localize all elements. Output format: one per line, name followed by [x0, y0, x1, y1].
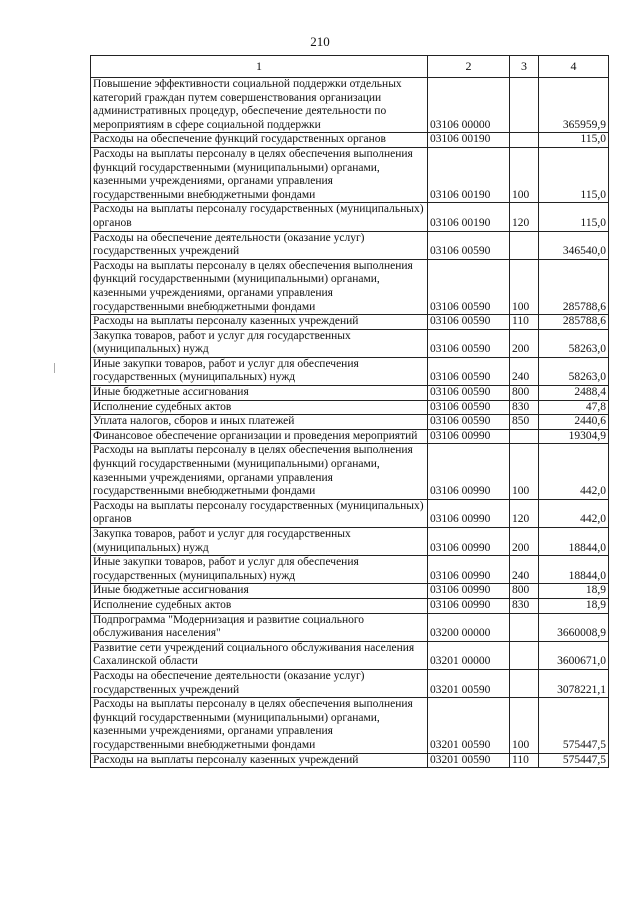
- row-name: Расходы на выплаты персоналу в целях обеспечения выполнения функций государственными (муниципальными) органами, казенными учреждениями, органами управления государственными внебюджетными фондами: [91, 698, 428, 753]
- row-code: 03106 00590: [428, 386, 510, 401]
- row-amount: 115,0: [539, 133, 609, 148]
- row-name: Повышение эффективности социальной поддержки отдельных категорий граждан путем совершенствования организации административных процедур, обеспечение деятельности по мероприятиям в сфере социальной поддержки: [91, 78, 428, 133]
- table-body: [91, 78, 609, 768]
- row-name: Уплата налогов, сборов и иных платежей: [91, 415, 428, 430]
- row-type: 240: [510, 357, 539, 385]
- row-code: 03201 00000: [428, 641, 510, 669]
- row-type: 100: [510, 147, 539, 202]
- table-row: [91, 584, 609, 599]
- row-type: [510, 641, 539, 669]
- row-amount: 18844,0: [539, 556, 609, 584]
- row-name: Расходы на обеспечение функций государственных органов: [91, 133, 428, 148]
- table-row: [91, 613, 609, 641]
- table-row: [91, 231, 609, 259]
- row-code: 03106 00990: [428, 528, 510, 556]
- row-amount: 285788,6: [539, 259, 609, 314]
- row-code: 03201 00590: [428, 753, 510, 768]
- column-header-1: 1: [91, 56, 428, 78]
- row-name: Расходы на выплаты персоналу государственных (муниципальных) органов: [91, 499, 428, 527]
- row-name: Расходы на выплаты персоналу в целях обеспечения выполнения функций государственными (муниципальными) органами, казенными учреждениями, органами управления государственными внебюджетными фондами: [91, 444, 428, 499]
- row-code: 03106 00990: [428, 556, 510, 584]
- page-number: 210: [310, 34, 330, 49]
- row-amount: 365959,9: [539, 78, 609, 133]
- row-name: Финансовое обеспечение организации и проведения мероприятий: [91, 429, 428, 444]
- table-row: [91, 133, 609, 148]
- table-row: [91, 528, 609, 556]
- row-code: 03106 00990: [428, 584, 510, 599]
- row-amount: 115,0: [539, 147, 609, 202]
- row-code: 03106 00190: [428, 147, 510, 202]
- row-name: Расходы на выплаты персоналу в целях обеспечения выполнения функций государственными (муниципальными) органами, казенными учреждениями, органами управления государственными внебюджетными фондами: [91, 259, 428, 314]
- table-row: [91, 641, 609, 669]
- row-name: Иные бюджетные ассигнования: [91, 386, 428, 401]
- row-code: 03106 00590: [428, 231, 510, 259]
- column-header-4: 4: [539, 56, 609, 78]
- row-type: [510, 613, 539, 641]
- row-name: Исполнение судебных актов: [91, 400, 428, 415]
- row-type: 240: [510, 556, 539, 584]
- table-row: [91, 698, 609, 753]
- table-row: [91, 753, 609, 768]
- row-name: Иные закупки товаров, работ и услуг для обеспечения государственных (муниципальных) нужд: [91, 357, 428, 385]
- table-row: [91, 203, 609, 231]
- row-type: [510, 429, 539, 444]
- table-row: [91, 415, 609, 430]
- row-name: Исполнение судебных актов: [91, 598, 428, 613]
- row-code: 03106 00590: [428, 415, 510, 430]
- table-row: [91, 315, 609, 330]
- row-code: 03106 00990: [428, 444, 510, 499]
- row-type: [510, 669, 539, 697]
- row-amount: 442,0: [539, 499, 609, 527]
- row-code: 03106 00000: [428, 78, 510, 133]
- row-amount: 3600671,0: [539, 641, 609, 669]
- scan-mark: [54, 363, 55, 373]
- row-name: Подпрограмма "Модернизация и развитие социального обслуживания населения": [91, 613, 428, 641]
- row-type: 850: [510, 415, 539, 430]
- row-name: Расходы на выплаты персоналу казенных учреждений: [91, 315, 428, 330]
- row-code: 03106 00590: [428, 357, 510, 385]
- table-row: [91, 329, 609, 357]
- table-row: [91, 444, 609, 499]
- row-amount: 58263,0: [539, 329, 609, 357]
- row-amount: 58263,0: [539, 357, 609, 385]
- row-amount: 3078221,1: [539, 669, 609, 697]
- row-code: 03106 00590: [428, 329, 510, 357]
- table-row: [91, 499, 609, 527]
- table-row: [91, 556, 609, 584]
- table-row: [91, 429, 609, 444]
- row-type: 800: [510, 584, 539, 599]
- row-code: 03106 00990: [428, 598, 510, 613]
- row-type: 110: [510, 315, 539, 330]
- row-type: 120: [510, 203, 539, 231]
- row-amount: 47,8: [539, 400, 609, 415]
- row-type: [510, 78, 539, 133]
- row-type: 830: [510, 598, 539, 613]
- row-name: Иные бюджетные ассигнования: [91, 584, 428, 599]
- row-code: 03106 00190: [428, 133, 510, 148]
- row-type: 100: [510, 698, 539, 753]
- row-amount: 19304,9: [539, 429, 609, 444]
- row-code: 03106 00990: [428, 499, 510, 527]
- row-amount: 285788,6: [539, 315, 609, 330]
- table-row: [91, 147, 609, 202]
- row-type: [510, 133, 539, 148]
- row-amount: 575447,5: [539, 698, 609, 753]
- row-name: Расходы на выплаты персоналу казенных учреждений: [91, 753, 428, 768]
- row-type: 100: [510, 259, 539, 314]
- row-type: 200: [510, 329, 539, 357]
- budget-table: [90, 55, 609, 768]
- table-row: [91, 386, 609, 401]
- row-code: 03106 00590: [428, 259, 510, 314]
- row-code: 03106 00990: [428, 429, 510, 444]
- row-amount: 3660008,9: [539, 613, 609, 641]
- table-row: [91, 78, 609, 133]
- row-code: 03106 00590: [428, 315, 510, 330]
- row-name: Расходы на обеспечение деятельности (оказание услуг) государственных учреждений: [91, 231, 428, 259]
- row-code: 03201 00590: [428, 669, 510, 697]
- row-name: Расходы на обеспечение деятельности (оказание услуг) государственных учреждений: [91, 669, 428, 697]
- table-header-row: [91, 56, 609, 78]
- row-type: 100: [510, 444, 539, 499]
- row-code: 03106 00190: [428, 203, 510, 231]
- row-amount: 2488,4: [539, 386, 609, 401]
- row-amount: 115,0: [539, 203, 609, 231]
- table-row: [91, 400, 609, 415]
- column-header-2: 2: [428, 56, 510, 78]
- table-row: [91, 669, 609, 697]
- row-code: 03200 00000: [428, 613, 510, 641]
- row-amount: 346540,0: [539, 231, 609, 259]
- row-code: 03106 00590: [428, 400, 510, 415]
- row-amount: 18,9: [539, 584, 609, 599]
- row-type: 200: [510, 528, 539, 556]
- row-type: [510, 231, 539, 259]
- row-name: Закупка товаров, работ и услуг для государственных (муниципальных) нужд: [91, 329, 428, 357]
- row-type: 120: [510, 499, 539, 527]
- row-name: Иные закупки товаров, работ и услуг для обеспечения государственных (муниципальных) нужд: [91, 556, 428, 584]
- row-amount: 18,9: [539, 598, 609, 613]
- row-amount: 442,0: [539, 444, 609, 499]
- row-code: 03201 00590: [428, 698, 510, 753]
- row-amount: 18844,0: [539, 528, 609, 556]
- row-name: Расходы на выплаты персоналу государственных (муниципальных) органов: [91, 203, 428, 231]
- table-row: [91, 259, 609, 314]
- row-amount: 2440,6: [539, 415, 609, 430]
- table-row: [91, 598, 609, 613]
- row-name: Расходы на выплаты персоналу в целях обеспечения выполнения функций государственными (муниципальными) органами, казенными учреждениями, органами управления государственными внебюджетными фондами: [91, 147, 428, 202]
- row-name: Закупка товаров, работ и услуг для государственных (муниципальных) нужд: [91, 528, 428, 556]
- column-header-3: 3: [510, 56, 539, 78]
- row-type: 800: [510, 386, 539, 401]
- row-name: Развитие сети учреждений социального обслуживания населения Сахалинской области: [91, 641, 428, 669]
- table-row: [91, 357, 609, 385]
- row-type: 110: [510, 753, 539, 768]
- row-amount: 575447,5: [539, 753, 609, 768]
- row-type: 830: [510, 400, 539, 415]
